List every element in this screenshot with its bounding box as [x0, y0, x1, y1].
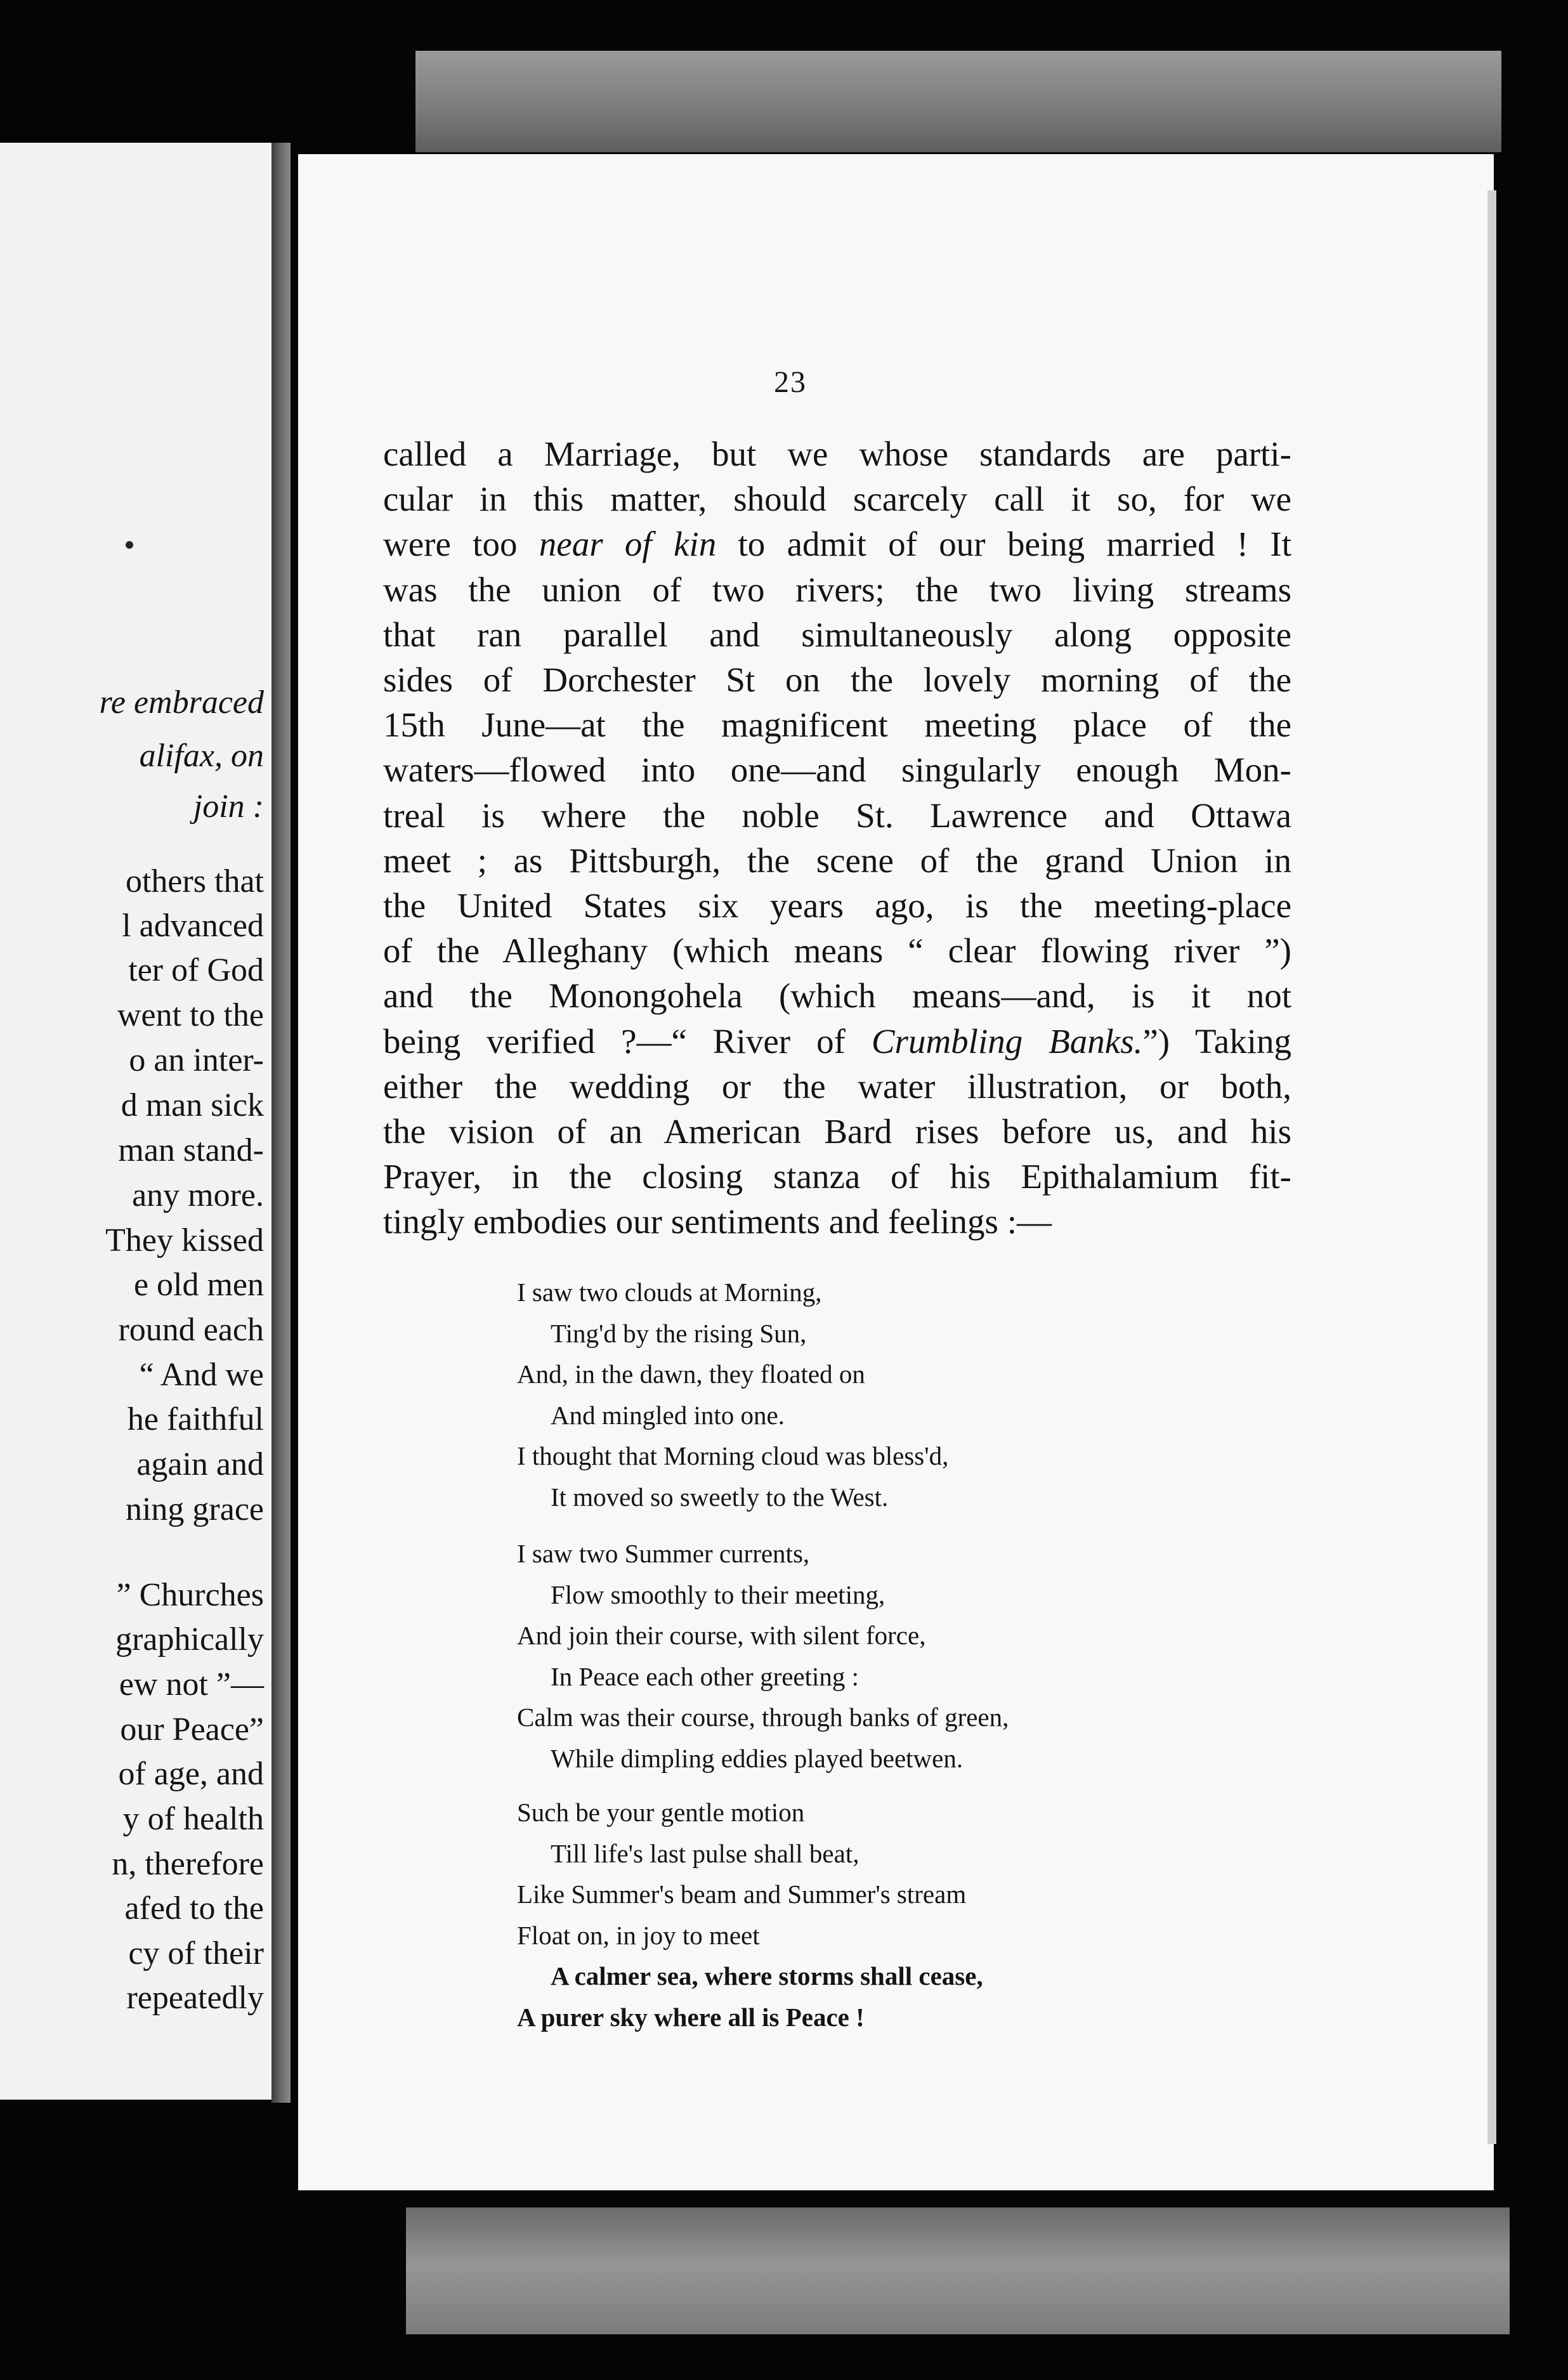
left-page-line: e old men: [133, 1267, 264, 1303]
left-page-line: ew not ”—: [119, 1666, 264, 1703]
left-page-line: n, therefore: [112, 1846, 264, 1882]
left-page-line: man stand-: [118, 1132, 264, 1168]
poem-line: A calmer sea, where storms shall cease,: [551, 1961, 983, 1991]
scan-border-top: [415, 51, 1501, 152]
emphasis: near of kin: [539, 525, 717, 564]
left-page-line: of age, and: [118, 1756, 264, 1792]
poem-line: And join their course, with silent force,: [517, 1621, 926, 1650]
poem-line: While dimpling eddies played beetwen.: [551, 1743, 964, 1773]
left-page-line: l advanced: [122, 908, 264, 944]
prose-line: were too near of kin to admit of our being married ! It: [383, 525, 1291, 564]
left-page-line: join :: [193, 788, 264, 825]
left-page-line: any more.: [132, 1177, 264, 1213]
left-page-line: round each: [118, 1312, 264, 1348]
left-page-line: “ And we: [139, 1357, 264, 1393]
poem-line: I saw two clouds at Morning,: [517, 1278, 822, 1307]
left-page-line: ter of God: [128, 952, 264, 988]
scan-border-bottom: [406, 2207, 1510, 2334]
left-page-line: y of health: [122, 1801, 264, 1837]
prose-line: cular in this matter, should scarcely call it so, for we: [383, 480, 1291, 519]
prose-line: the United States six years ago, is the meeting-place: [383, 886, 1291, 925]
left-page-line: d man sick: [121, 1087, 264, 1123]
page-edge: [1487, 190, 1496, 2144]
poem-line: A purer sky where all is Peace !: [517, 2002, 865, 2032]
left-page-line: They kissed: [105, 1222, 264, 1259]
left-page-line: ning grace: [125, 1491, 264, 1527]
left-page-line: cy of their: [128, 1935, 264, 1971]
left-page-line: our Peace”: [120, 1711, 264, 1748]
poem-line: Till life's last pulse shall beat,: [551, 1838, 859, 1868]
left-page-line: afed to the: [124, 1890, 264, 1926]
left-page-line: others that: [125, 863, 264, 899]
book-gutter: [271, 143, 291, 2103]
prose-line: being verified ?—“ River of Crumbling Banks.”) Taking: [383, 1021, 1292, 1061]
prose-line: the vision of an American Bard rises before us, and his: [383, 1112, 1291, 1151]
prose-line: treal is where the noble St. Lawrence and Ottawa: [383, 795, 1291, 835]
left-page-line: he faithful: [127, 1401, 264, 1437]
poem-line: And, in the dawn, they floated on: [517, 1359, 865, 1389]
prose-line: 15th June—at the magnificent meeting place of the: [383, 705, 1291, 745]
page-number: 23: [774, 365, 807, 399]
left-page: [0, 143, 271, 2100]
prose-line: tingly embodies our sentiments and feelings :—: [383, 1202, 1052, 1241]
left-page-line: ” Churches: [116, 1577, 264, 1613]
poem-line: Flow smoothly to their meeting,: [551, 1579, 885, 1609]
prose-line: that ran parallel and simultaneously along opposite: [383, 615, 1291, 654]
left-page-line: repeatedly: [126, 1980, 264, 2016]
prose-line: either the wedding or the water illustration, or both,: [383, 1066, 1291, 1106]
prose-line: of the Alleghany (which means “ clear flowing river ”): [383, 931, 1291, 971]
poem-line: And mingled into one.: [551, 1400, 785, 1430]
ink-dot: [126, 541, 133, 549]
prose-line: Prayer, in the closing stanza of his Epithalamium fit-: [383, 1157, 1291, 1196]
poem-line: Such be your gentle motion: [517, 1798, 805, 1827]
prose-line: and the Monongohela (which means—and, is it not: [383, 976, 1291, 1016]
prose-line: called a Marriage, but we whose standards are parti-: [383, 435, 1291, 473]
left-page-line: again and: [136, 1446, 264, 1482]
left-page-line: alifax, on: [139, 738, 264, 774]
poem-line: Float on, in joy to meet: [517, 1920, 760, 1950]
prose-line: meet ; as Pittsburgh, the scene of the grand Union in: [383, 840, 1291, 880]
left-page-line: graphically: [115, 1621, 264, 1658]
left-page-line: went to the: [117, 997, 264, 1033]
left-page-line: re embraced: [99, 684, 264, 721]
prose-line: waters—flowed into one—and singularly enough Mon-: [383, 750, 1291, 790]
poem-line: Like Summer's beam and Summer's stream: [517, 1880, 967, 1909]
prose-line: was the union of two rivers; the two living streams: [383, 570, 1291, 609]
emphasis: Crumbling Banks.: [871, 1021, 1143, 1061]
poem-line: It moved so sweetly to the West.: [551, 1482, 889, 1512]
left-page-line: o an inter-: [129, 1042, 264, 1078]
poem-line: Ting'd by the rising Sun,: [551, 1318, 807, 1348]
poem-line: In Peace each other greeting :: [551, 1661, 859, 1691]
poem-line: I saw two Summer currents,: [517, 1539, 810, 1568]
poem-line: Calm was their course, through banks of green,: [517, 1703, 1009, 1732]
prose-line: sides of Dorchester St on the lovely morning of the: [383, 660, 1291, 699]
poem-line: I thought that Morning cloud was bless'd,: [517, 1441, 949, 1470]
